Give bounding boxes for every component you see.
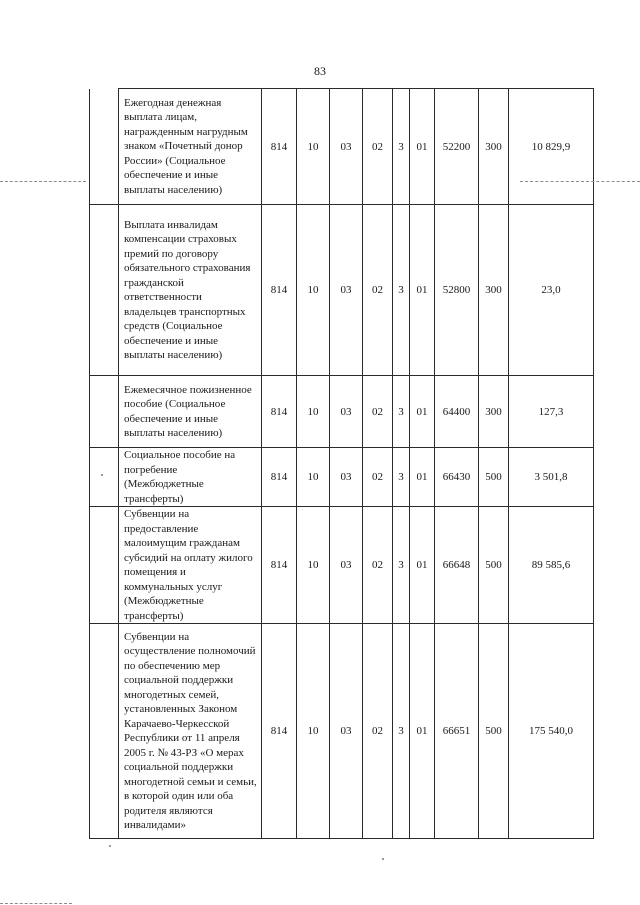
amount-cell: 127,3 — [509, 376, 594, 448]
program-code-cell: 02 — [363, 624, 393, 839]
program-code-cell: 02 — [363, 448, 393, 507]
event-code-cell: 01 — [410, 376, 435, 448]
scan-speck — [109, 845, 111, 847]
blank-cell — [90, 205, 119, 376]
event-code-cell: 01 — [410, 205, 435, 376]
scan-speck — [382, 858, 384, 860]
table-row — [90, 624, 594, 839]
direction-code-cell: 66651 — [435, 624, 479, 839]
direction-code-cell: 64400 — [435, 376, 479, 448]
table-row — [90, 205, 594, 376]
table-row — [90, 507, 594, 624]
blank-cell — [90, 376, 119, 448]
amount-cell: 175 540,0 — [509, 624, 594, 839]
amount-cell: 10 829,9 — [509, 89, 594, 205]
subsection-code-cell: 03 — [330, 89, 363, 205]
section-code-cell: 10 — [297, 89, 330, 205]
scan-edge-line — [0, 903, 72, 904]
expense-type-cell: 500 — [479, 507, 509, 624]
subsection-code-cell: 03 — [330, 448, 363, 507]
budget-table — [89, 88, 594, 839]
program-code-cell: 02 — [363, 205, 393, 376]
event-code-cell: 01 — [410, 624, 435, 839]
amount-cell: 3 501,8 — [509, 448, 594, 507]
event-code-cell: 01 — [410, 507, 435, 624]
description-cell: Субвенции на осуществление полномочий по обеспечению мер социальной поддержки многодетных семей, установленных Законом Карачаево-Черкесской Республики от 11 апреля 2005 г. № 43-РЗ «О мерах социальной поддержки многодетной семьи и семьи, в которой один или оба родителя являются инвалидами» — [119, 624, 262, 839]
scan-fold-line-left — [0, 181, 86, 182]
ministry-code-cell: 814 — [262, 376, 297, 448]
direction-code-cell: 52800 — [435, 205, 479, 376]
expense-type-cell: 300 — [479, 205, 509, 376]
event-code-cell: 01 — [410, 448, 435, 507]
page-number: 83 — [314, 64, 326, 78]
direction-code-cell: 66648 — [435, 507, 479, 624]
program-code-cell: 02 — [363, 89, 393, 205]
subprogram-code-cell: 3 — [393, 376, 410, 448]
section-code-cell: 10 — [297, 376, 330, 448]
description-cell: Ежегодная денежная выплата лицам, награжденным нагрудным знаком «Почетный донор России» (Социальное обеспечение и иные выплаты населению) — [119, 89, 262, 205]
blank-cell — [90, 507, 119, 624]
subprogram-code-cell: 3 — [393, 624, 410, 839]
program-code-cell: 02 — [363, 376, 393, 448]
ministry-code-cell: 814 — [262, 624, 297, 839]
expense-type-cell: 300 — [479, 89, 509, 205]
description-cell: Социальное пособие на погребение (Межбюджетные трансферты) — [119, 448, 262, 507]
subprogram-code-cell: 3 — [393, 507, 410, 624]
ministry-code-cell: 814 — [262, 89, 297, 205]
table-row — [90, 89, 594, 205]
amount-cell: 23,0 — [509, 205, 594, 376]
subprogram-code-cell: 3 — [393, 205, 410, 376]
amount-cell: 89 585,6 — [509, 507, 594, 624]
expense-type-cell: 500 — [479, 624, 509, 839]
scan-speck — [101, 474, 103, 476]
subsection-code-cell: 03 — [330, 205, 363, 376]
blank-cell — [90, 624, 119, 839]
ministry-code-cell: 814 — [262, 448, 297, 507]
direction-code-cell: 52200 — [435, 89, 479, 205]
blank-cell — [90, 448, 119, 507]
blank-cell — [90, 89, 119, 205]
subsection-code-cell: 03 — [330, 376, 363, 448]
description-cell: Ежемесячное пожизненное пособие (Социальное обеспечение и иные выплаты населению) — [119, 376, 262, 448]
section-code-cell: 10 — [297, 205, 330, 376]
section-code-cell: 10 — [297, 448, 330, 507]
expense-type-cell: 300 — [479, 376, 509, 448]
event-code-cell: 01 — [410, 89, 435, 205]
program-code-cell: 02 — [363, 507, 393, 624]
subsection-code-cell: 03 — [330, 624, 363, 839]
section-code-cell: 10 — [297, 624, 330, 839]
description-cell: Субвенции на предоставление малоимущим гражданам субсидий на оплату жилого помещения и коммунальных услуг (Межбюджетные трансферты) — [119, 507, 262, 624]
subprogram-code-cell: 3 — [393, 89, 410, 205]
ministry-code-cell: 814 — [262, 205, 297, 376]
section-code-cell: 10 — [297, 507, 330, 624]
table-row — [90, 448, 594, 507]
expense-type-cell: 500 — [479, 448, 509, 507]
direction-code-cell: 66430 — [435, 448, 479, 507]
scan-fold-line-right — [520, 181, 640, 182]
description-cell: Выплата инвалидам компенсации страховых премий по договору обязательного страхования гражданской ответственности владельцев транспортных средств (Социальное обеспечение и иные выплаты населению) — [119, 205, 262, 376]
table-row — [90, 376, 594, 448]
subsection-code-cell: 03 — [330, 507, 363, 624]
subprogram-code-cell: 3 — [393, 448, 410, 507]
ministry-code-cell: 814 — [262, 507, 297, 624]
